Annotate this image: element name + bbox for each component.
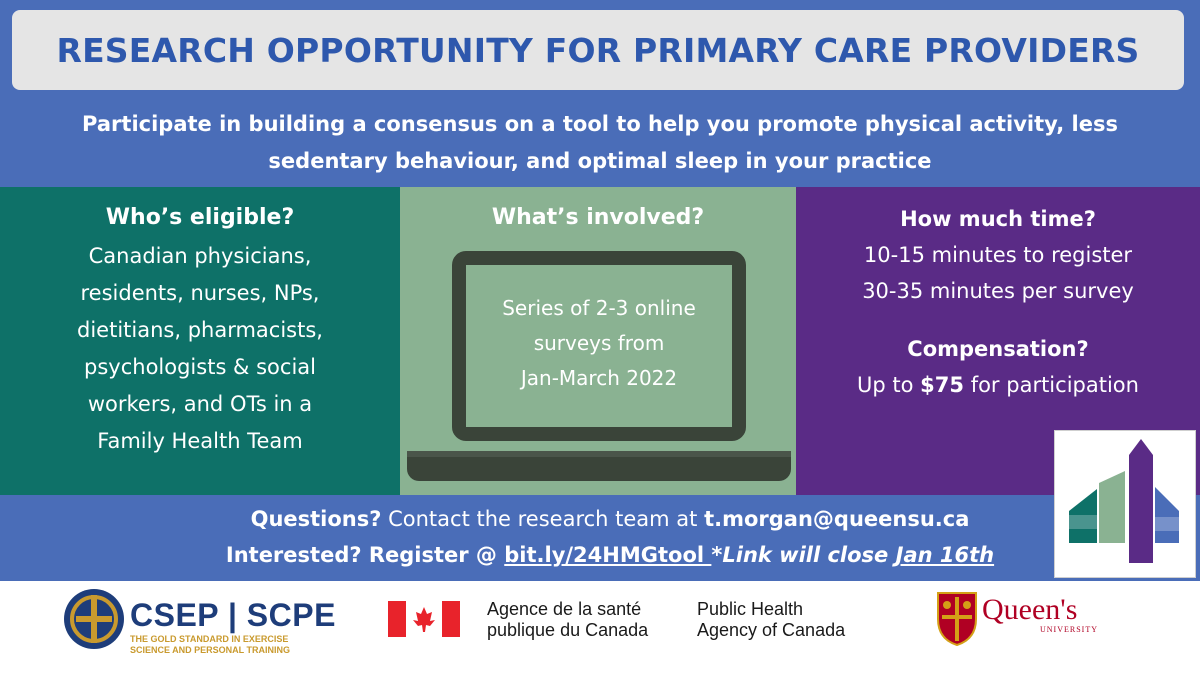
queens-crest-icon [936, 589, 978, 647]
questions-text: Contact the research team at [381, 507, 705, 531]
eligibility-line: Canadian physicians, [88, 244, 312, 268]
subtitle [30, 106, 1170, 180]
register-time [796, 237, 1200, 273]
register-link[interactable]: bit.ly/24HMGtool [504, 543, 712, 567]
compensation-amount: $75 [920, 373, 965, 397]
eligibility-line: Family Health Team [97, 429, 303, 453]
eligibility-heading: Who’s eligible? [105, 205, 295, 230]
csep-brand: CSEP | SCPE [130, 597, 336, 633]
laptop-base [407, 451, 791, 481]
phac-english-line: Public Health [697, 599, 804, 619]
compensation-heading: Compensation? [907, 337, 1089, 361]
title-box [12, 10, 1184, 90]
eligibility-panel [0, 187, 400, 495]
time-section [796, 201, 1200, 309]
register-label: minutes to register [924, 243, 1133, 267]
close-note: *Link will close [711, 543, 896, 567]
survey-duration: 30-35 [862, 279, 924, 303]
register-duration: 10-15 [863, 243, 925, 267]
phac-french-line: publique du Canada [487, 620, 649, 640]
eligibility-line: workers, and OTs in a [87, 392, 313, 416]
questions-line [0, 507, 1200, 531]
contact-email[interactable]: t.morgan@queensu.ca [704, 507, 970, 531]
eligibility-list [0, 238, 400, 460]
queens-wordmark: Queen's [982, 593, 1078, 626]
tool-logo-graphic [1055, 431, 1195, 577]
compensation-section [796, 331, 1200, 403]
involvement-line: surveys from [533, 331, 665, 355]
subtitle-line: Participate in building a consensus on a tool to help you promote physical activity, less [82, 112, 1118, 136]
eligibility-line: psychologists & social [84, 355, 316, 379]
csep-logo [130, 597, 336, 656]
queens-subtitle: UNIVERSITY [1040, 625, 1098, 634]
phac-french-name [487, 599, 648, 641]
eligibility-line: dietitians, pharmacists, [77, 318, 323, 342]
compensation-prefix: Up to [857, 373, 921, 397]
page-title: RESEARCH OPPORTUNITY FOR PRIMARY CARE PROVIDERS [56, 30, 1140, 70]
contact-band [0, 495, 1200, 581]
csep-emblem-icon [62, 587, 126, 651]
csep-tagline: SCIENCE AND PERSONAL TRAINING [130, 645, 291, 655]
canada-flag-icon [388, 601, 460, 637]
survey-time [796, 273, 1200, 309]
survey-label: minutes per survey [923, 279, 1134, 303]
subtitle-line: sedentary behaviour, and optimal sleep in your practice [268, 149, 932, 173]
tool-logo [1054, 430, 1196, 578]
phac-french-line: Agence de la santé [487, 599, 642, 619]
time-heading: How much time? [900, 207, 1096, 231]
questions-label: Questions? [250, 507, 382, 531]
register-text: Register @ [361, 543, 505, 567]
phac-english-line: Agency of Canada [697, 620, 846, 640]
involvement-panel [400, 187, 796, 495]
register-line [0, 543, 1200, 567]
interested-label: Interested? [225, 543, 362, 567]
footer-logos [0, 581, 1200, 675]
close-date: Jan 16th [895, 543, 995, 567]
involvement-text [452, 291, 746, 396]
csep-tagline: THE GOLD STANDARD IN EXERCISE [130, 634, 289, 644]
compensation-suffix: for participation [964, 373, 1139, 397]
involvement-line: Jan-March 2022 [520, 366, 678, 390]
involvement-line: Series of 2-3 online [502, 296, 696, 320]
eligibility-line: residents, nurses, NPs, [80, 281, 320, 305]
compensation-text [796, 367, 1200, 403]
header-band [0, 0, 1200, 187]
involvement-heading: What’s involved? [491, 205, 705, 230]
phac-english-name [697, 599, 845, 641]
